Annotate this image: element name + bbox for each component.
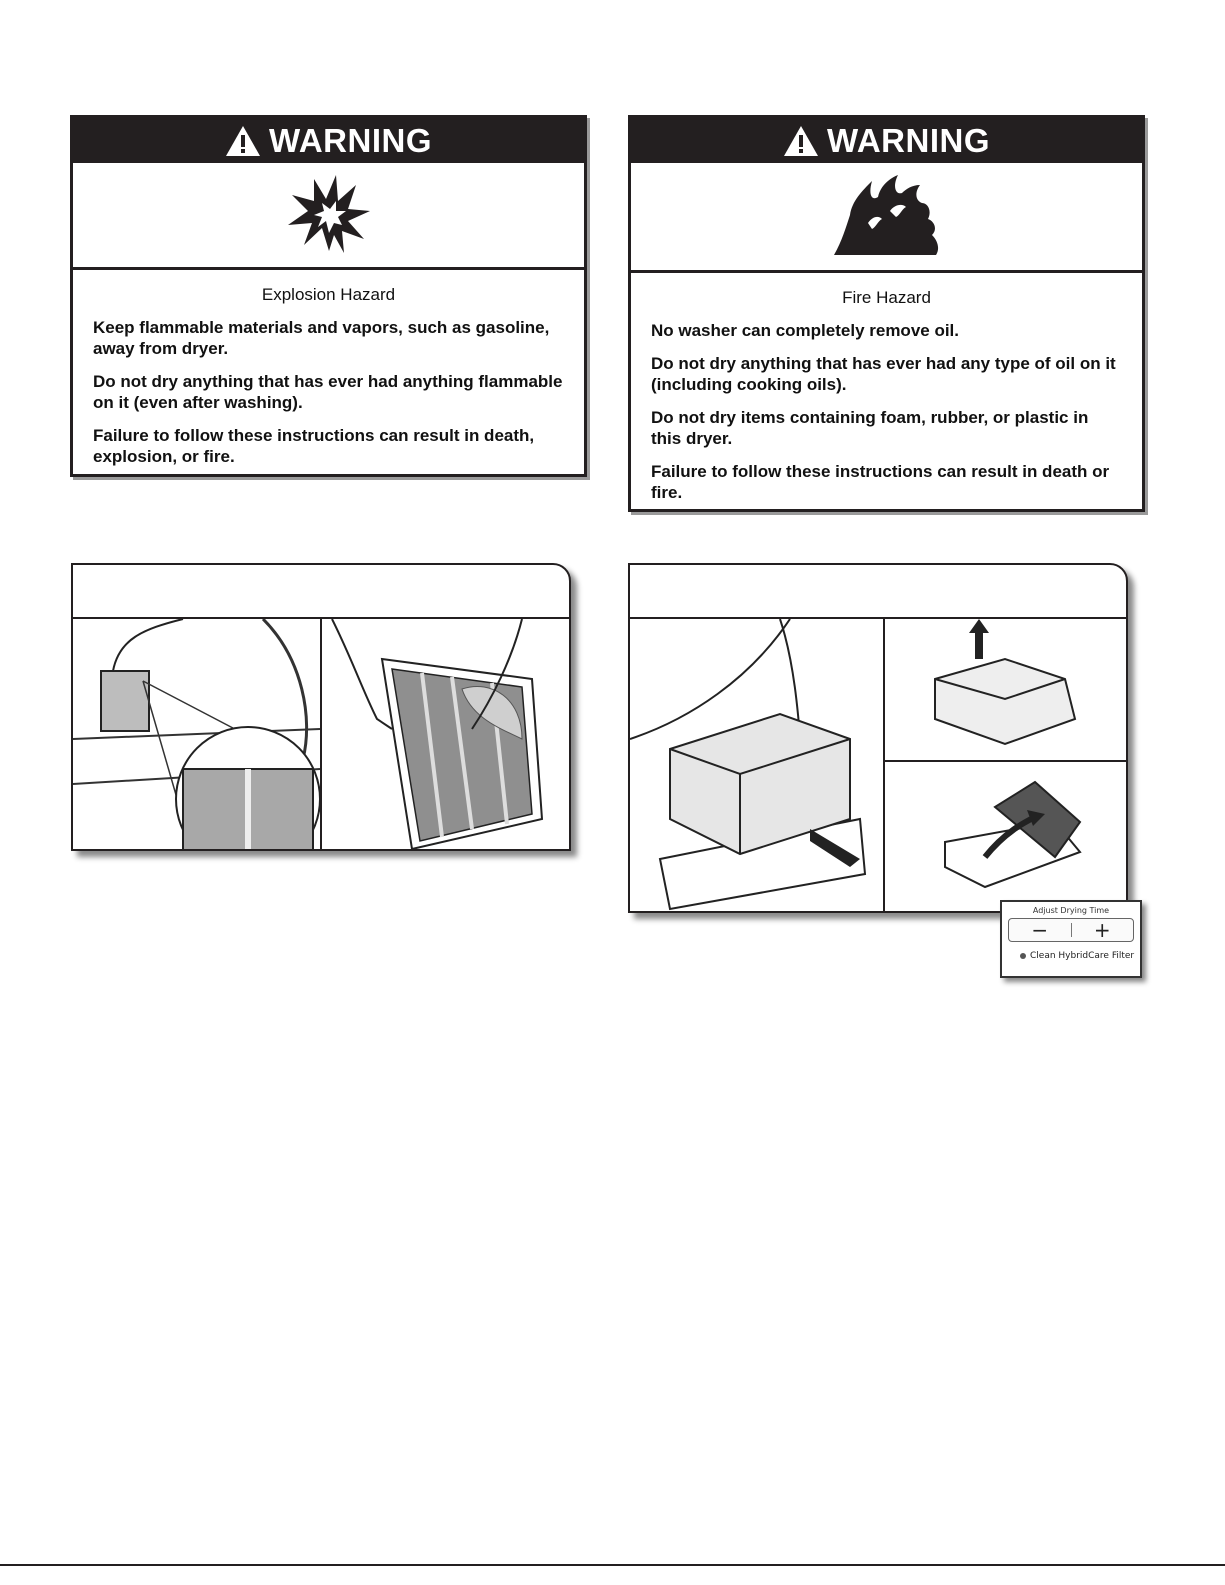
lint-screen-illustration-panel	[71, 563, 571, 851]
clean-filter-label: Clean HybridCare Filter	[1030, 951, 1135, 961]
fire-icon	[832, 171, 942, 262]
warning-paragraph: Do not dry items containing foam, rubber, or plastic in this dryer.	[651, 408, 1089, 448]
hazard-title: Explosion Hazard	[261, 285, 396, 304]
fire-warning-box	[628, 115, 1145, 512]
panel-header	[73, 565, 569, 619]
explosion-warning-box	[70, 115, 587, 477]
warning-header	[631, 118, 1142, 163]
decrease-time-button[interactable]: −	[1031, 918, 1049, 942]
warning-paragraph: Keep flammable materials and vapors, such as gasoline, away from dryer.	[93, 318, 550, 358]
filter-lid-lift-illustration	[885, 619, 1128, 762]
adjust-drying-time-buttons	[1008, 918, 1134, 942]
fire-symbol-area	[631, 163, 1142, 273]
filter-screen-open-illustration	[885, 762, 1128, 913]
lint-screen-cleaning-illustration	[322, 619, 571, 851]
explosion-symbol-area	[73, 163, 584, 270]
hybridcare-filter-illustration-panel	[628, 563, 1128, 913]
lint-screen-removal-illustration	[73, 619, 322, 851]
warning-paragraph: No washer can completely remove oil.	[651, 321, 960, 340]
clean-filter-indicator	[1020, 951, 1140, 961]
warning-header	[73, 118, 584, 163]
warning-header-label: WARNING	[269, 121, 432, 159]
warning-paragraph: Failure to follow these instructions can result in death or fire.	[651, 462, 1110, 502]
warning-triangle-icon	[783, 125, 819, 157]
hazard-title: Fire Hazard	[842, 288, 931, 307]
explosion-icon	[284, 173, 374, 258]
warning-paragraph: Failure to follow these instructions can result in death, explosion, or fire.	[93, 426, 535, 466]
warning-header-label: WARNING	[827, 121, 990, 159]
filter-drawer-removal-illustration	[630, 619, 885, 913]
footer-rule	[0, 1564, 1225, 1566]
adjust-drying-time-label: Adjust Drying Time	[1032, 906, 1110, 915]
warning-triangle-icon	[225, 125, 261, 157]
warning-body	[73, 270, 584, 489]
panel-header	[630, 565, 1126, 619]
warning-paragraph: Do not dry anything that has ever had any type of oil on it (including cooking oils).	[651, 354, 1116, 394]
increase-time-button[interactable]: +	[1093, 918, 1111, 942]
control-panel-inset	[1000, 900, 1142, 978]
warning-body	[631, 273, 1142, 525]
indicator-light-icon	[1020, 953, 1026, 959]
warning-paragraph: Do not dry anything that has ever had anything flammable on it (even after washing).	[93, 372, 563, 412]
